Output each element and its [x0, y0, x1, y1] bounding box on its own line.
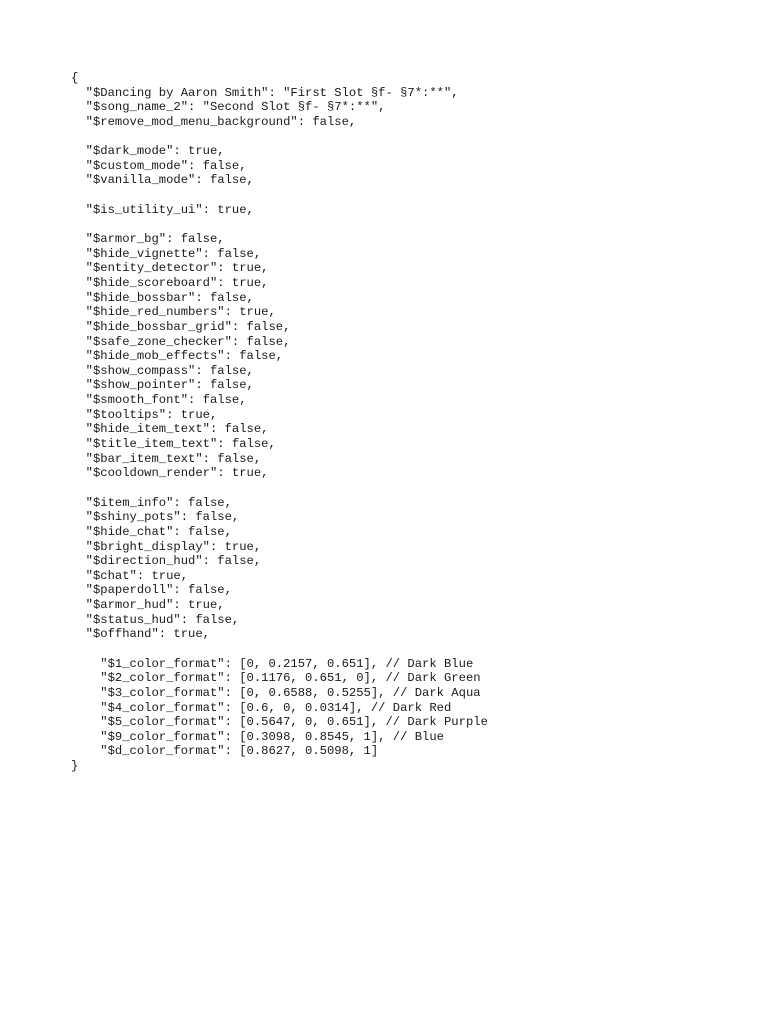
code-line: "$hide_scoreboard": true, — [71, 275, 269, 290]
code-line: "$vanilla_mode": false, — [71, 173, 254, 188]
code-line: "$3_color_format": [0, 0.6588, 0.5255], // Dark Aqua — [71, 685, 481, 700]
code-line: } — [71, 759, 79, 774]
code-line: "$hide_bossbar": false, — [71, 290, 254, 305]
code-line: "$is_utility_ui": true, — [71, 202, 254, 217]
code-line: "$smooth_font": false, — [71, 393, 247, 408]
code-line: "$custom_mode": false, — [71, 158, 247, 173]
code-line: "$hide_bossbar_grid": false, — [71, 319, 291, 334]
code-line: "$5_color_format": [0.5647, 0, 0.651], // Dark Purple — [71, 715, 488, 730]
blank-line — [71, 642, 488, 657]
code-line: "$song_name_2": "Second Slot §f- §7*:**", — [71, 100, 386, 115]
code-line: "$9_color_format": [0.3098, 0.8545, 1], // Blue — [71, 729, 444, 744]
code-line: "$hide_vignette": false, — [71, 246, 262, 261]
code-line: "$direction_hud": false, — [71, 554, 262, 569]
code-line: "$entity_detector": true, — [71, 261, 269, 276]
code-line: "$d_color_format": [0.8627, 0.5098, 1] — [71, 744, 379, 759]
blank-line — [71, 217, 488, 232]
code-line: "$4_color_format": [0.6, 0, 0.0314], // Dark Red — [71, 700, 452, 715]
code-line: "$hide_red_numbers": true, — [71, 305, 276, 320]
code-line: "$dark_mode": true, — [71, 144, 225, 159]
json-code-block — [71, 71, 488, 774]
code-line: "$chat": true, — [71, 568, 189, 583]
code-line: "$bar_item_text": false, — [71, 451, 262, 466]
blank-line — [71, 481, 488, 496]
code-line: "$2_color_format": [0.1176, 0.651, 0], // Dark Green — [71, 671, 481, 686]
code-line: "$armor_bg": false, — [71, 232, 225, 247]
code-line: "$offhand": true, — [71, 627, 210, 642]
code-line: { — [71, 71, 79, 85]
code-line: "$remove_mod_menu_background": false, — [71, 114, 357, 129]
code-line: "$status_hud": false, — [71, 612, 240, 627]
code-line: "$Dancing by Aaron Smith": "First Slot §f- §7*:**", — [71, 85, 459, 100]
blank-line — [71, 188, 488, 203]
code-line: "$safe_zone_checker": false, — [71, 334, 291, 349]
code-line: "$tooltips": true, — [71, 407, 218, 422]
code-line: "$hide_mob_effects": false, — [71, 349, 284, 364]
code-line: "$bright_display": true, — [71, 539, 262, 554]
code-line: "$armor_hud": true, — [71, 598, 225, 613]
code-line: "$paperdoll": false, — [71, 583, 232, 598]
code-line: "$hide_item_text": false, — [71, 422, 269, 437]
code-line: "$show_pointer": false, — [71, 378, 254, 393]
code-line: "$title_item_text": false, — [71, 437, 276, 452]
code-line: "$show_compass": false, — [71, 363, 254, 378]
code-line: "$hide_chat": false, — [71, 524, 232, 539]
code-line: "$1_color_format": [0, 0.2157, 0.651], // Dark Blue — [71, 656, 474, 671]
code-line: "$item_info": false, — [71, 495, 232, 510]
code-line: "$cooldown_render": true, — [71, 466, 269, 481]
code-line: "$shiny_pots": false, — [71, 510, 240, 525]
blank-line — [71, 130, 488, 145]
